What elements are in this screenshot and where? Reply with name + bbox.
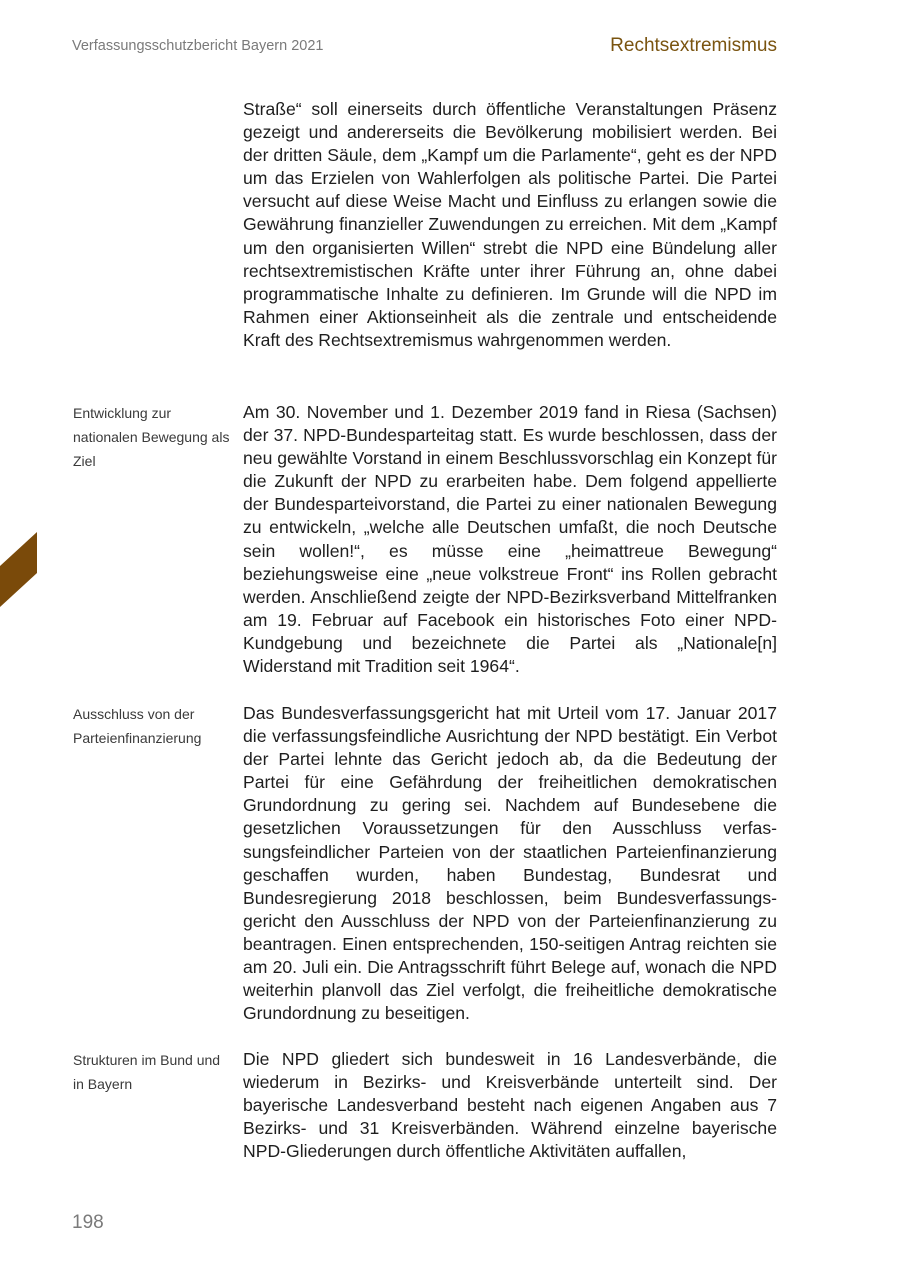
chapter-title: Rechtsextremismus (610, 35, 777, 56)
paragraph-strukturen: Die NPD gliedert sich bundesweit in 16 Landesverbände, die wiederum in Bezirks- und Kreisverbände unterteilt sind. Der bayerische Landesverband besteht nach eigenen Angaben aus 7 Bezirks- und 31 Kreisverbänden. Während einzelne bayerische NPD-Gliederungen durch öffentliche Aktivitäten auffallen, (243, 1049, 777, 1162)
publication-title: Verfassungsschutzbericht Bayern 2021 (72, 38, 324, 54)
side-label-parteienfinanzierung: Ausschluss von der Parteienfinanzierung (73, 706, 202, 746)
paragraph-nationale-bewegung: Am 30. November und 1. Dezember 2019 fand in Riesa (Sachsen) der 37. NPD-Bundesparteitag statt. Es wurde beschlossen, dass der neu gewählte Vorstand in einem Beschlussvorschlag ein Konzept für die Zukunft der NPD zu erarbeiten habe. Dem folgend appellierte der Bundesparteivorstand, die Partei zu einer nationalen Bewegung zu entwickeln, „welche alle Deutschen umfaßt, die noch Deutsche sein wollen!“, es müsse eine „heimattreue Bewegung“ beziehungsweise eine „neue volkstreue Front“ ins Rollen gebracht werden. Anschließend zeigte der NPD-Bezirksverband Mittelfranken am 19. Februar auf Facebook ein historisches Foto einer NPD-Kundgebung und bezeichnete die Partei als „Nationale[n] Widerstand mit Tradition seit 1964“. (243, 402, 777, 677)
side-label-strukturen: Strukturen im Bund und in Bayern (73, 1052, 221, 1092)
side-label-nationale-bewegung: Entwicklung zur nationalen Bewegung als Ziel (73, 405, 230, 469)
paragraph-intro: Straße“ soll einerseits durch öffentliche Veranstaltungen Präsenz gezeigt und andererseits die Bevölkerung mobilisiert werden. Bei der dritten Säule, dem „Kampf um die Parlamente“, geht es der NPD um das Erzielen von Wahlerfolgen als politische Partei. Die Partei versucht auf diese Weise Macht und Einfluss zu erlangen sowie die Gewährung finanzieller Zuwendungen zu erreichen. Mit dem „Kampf um den organisierten Willen“ strebt die NPD eine Bündelung aller rechtsextremistischen Kräfte unter ihrer Führung an, ohne dabei programmatische Inhalte zu definieren. Im Grunde will die NPD im Rahmen einer Aktionseinheit als die zentrale und entscheidende Kraft des Rechtsextremismus wahrgenommen werden. (243, 99, 777, 350)
page-number: 198 (72, 1212, 104, 1233)
chapter-tab-marker (0, 532, 37, 607)
paragraph-parteienfinanzierung: Das Bundesverfassungsgericht hat mit Urteil vom 17. Januar 2017 die verfassungsfeindliche Ausrichtung der NPD bestätigt. Ein Verbot der Partei lehnte das Gericht jedoch ab, da die Bedeutung der Partei für eine Gefährdung der freiheitlichen demokratischen Grundordnung zu gering sei. Nachdem auf Bundesebene die gesetzlichen Voraussetzungen für den Ausschluss verfassungsfeindlicher Parteien von der staatlichen Parteienfinanzierung geschaffen wurden, haben Bundestag, Bundesrat und Bundesregierung 2018 beschlossen, beim Bundesverfassungsgericht den Ausschluss der NPD von der Parteienfinanzierung zu beantragen. Einen entsprechenden, 150-seitigen Antrag reichten sie am 20. Juli ein. Die Antragsschrift führt Belege auf, wonach die NPD weiterhin planvoll das Ziel verfolgt, die freiheitliche demokratische Grundordnung zu beseitigen. (243, 703, 777, 1024)
